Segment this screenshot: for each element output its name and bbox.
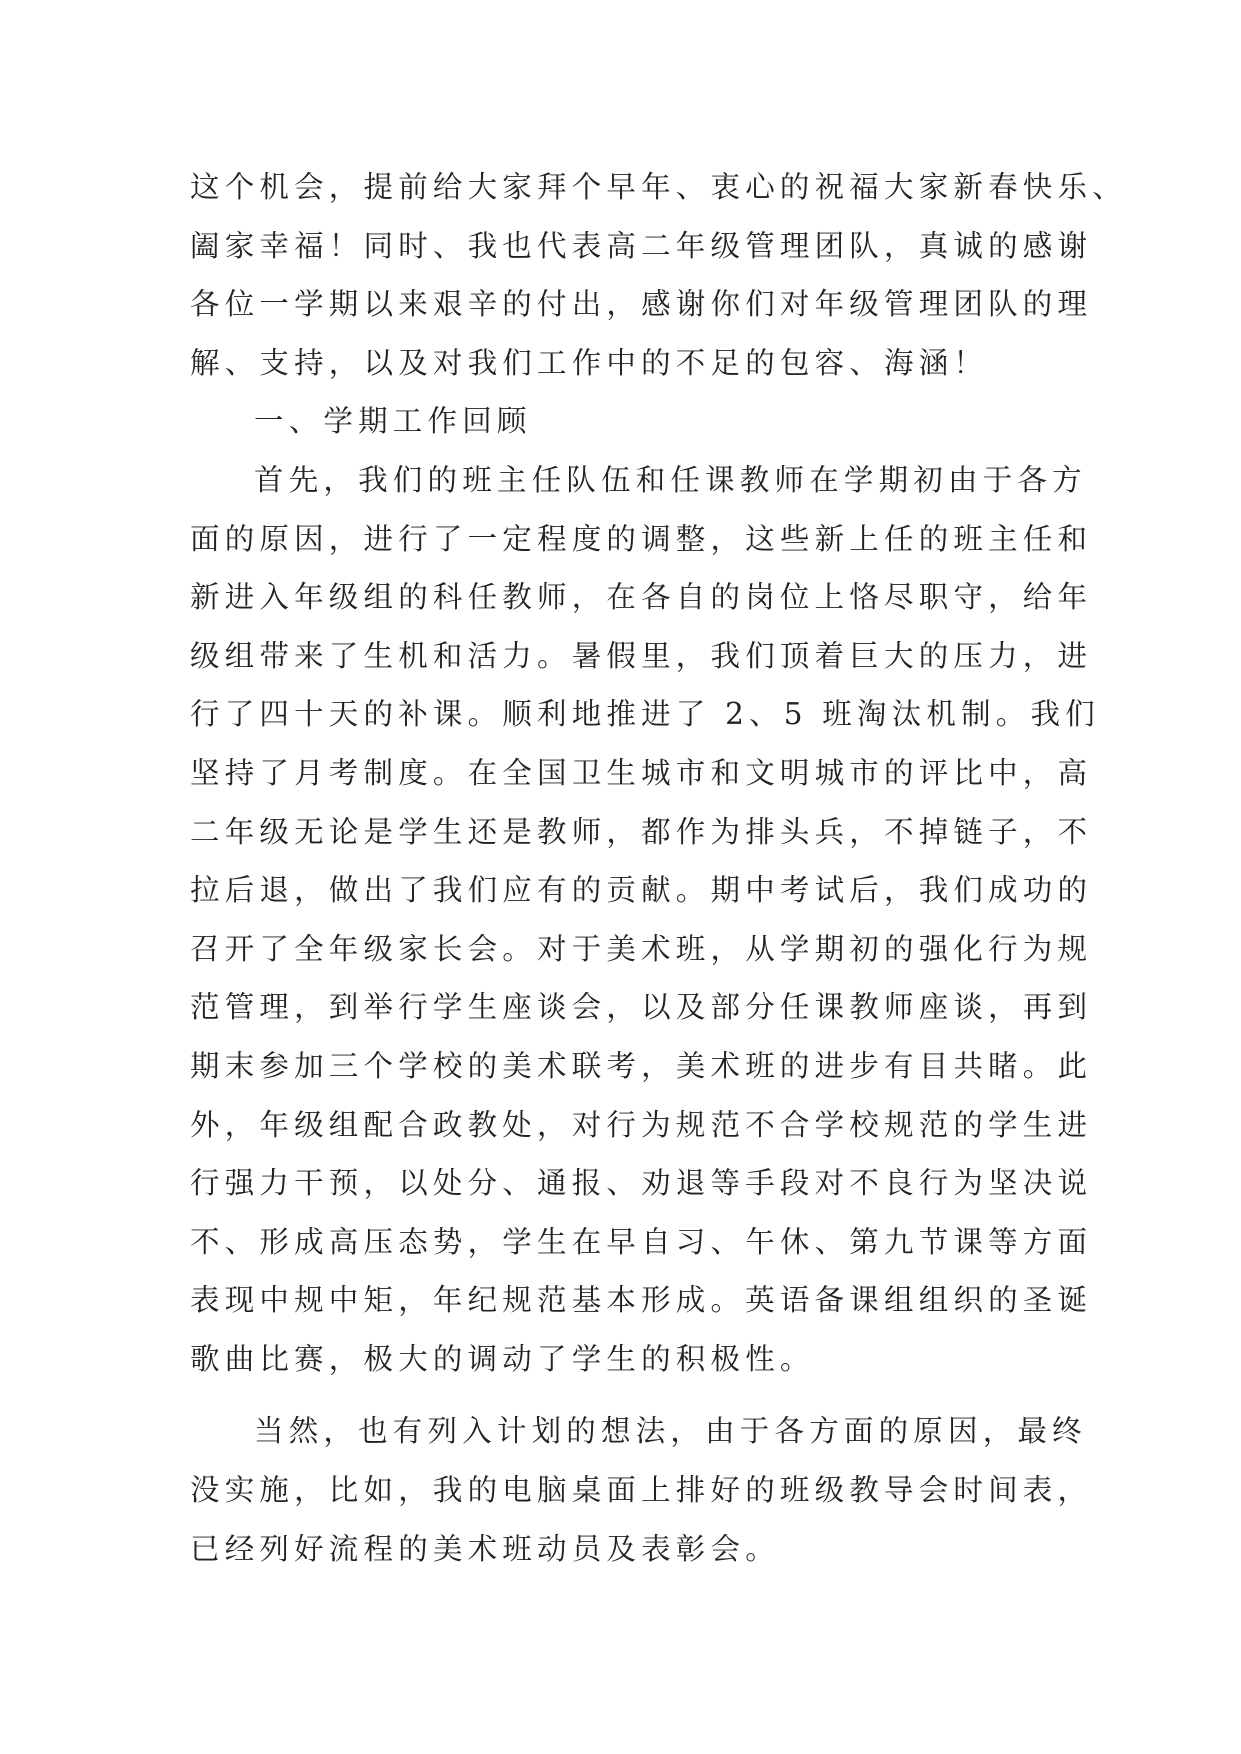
text-line: 范管理，到举行学生座谈会，以及部分任课教师座谈，再到 [190, 990, 1093, 1025]
text-line: 行了四十天的补课。顺利地推进了 2、5 班淘汰机制。我们 [190, 697, 1100, 732]
text-line: 没实施，比如，我的电脑桌面上排好的班级教导会时间表， [190, 1473, 1093, 1508]
text-line: 歌曲比赛，极大的调动了学生的积极性。 [190, 1341, 815, 1376]
text-line: 解、支持，以及对我们工作中的不足的包容、海涵！ [190, 345, 989, 380]
text-line: 坚持了月考制度。在全国卫生城市和文明城市的评比中，高 [190, 755, 1093, 790]
text-line: 已经列好流程的美术班动员及表彰会。 [190, 1531, 780, 1566]
text-line: 外，年级组配合政教处，对行为规范不合学校规范的学生进 [190, 1107, 1093, 1142]
text-line: 级组带来了生机和活力。暑假里，我们顶着巨大的压力，进 [190, 638, 1093, 673]
paragraph-greeting [190, 158, 1127, 392]
text-line: 各位一学期以来艰辛的付出，感谢你们对年级管理团队的理 [190, 287, 1093, 322]
heading-line: 一、学期工作回顾 [254, 404, 532, 439]
text-line: 新进入年级组的科任教师，在各自的岗位上恪尽职守，给年 [190, 580, 1093, 615]
text-line: 行强力干预，以处分、通报、劝退等手段对不良行为坚决说 [190, 1166, 1093, 1201]
document-body [190, 158, 1127, 1578]
text-line: 面的原因，进行了一定程度的调整，这些新上任的班主任和 [190, 521, 1093, 556]
text-line: 期末参加三个学校的美术联考，美术班的进步有目共睹。此 [190, 1048, 1093, 1083]
text-line: 首先，我们的班主任队伍和任课教师在学期初由于各方 [254, 462, 1087, 497]
text-line: 二年级无论是学生还是教师，都作为排头兵，不掉链子，不 [190, 814, 1093, 849]
text-line: 拉后退，做出了我们应有的贡献。期中考试后，我们成功的 [190, 873, 1093, 908]
text-line: 阖家幸福！同时、我也代表高二年级管理团队，真诚的感谢 [190, 228, 1093, 263]
text-line: 当然，也有列入计划的想法，由于各方面的原因，最终 [254, 1414, 1087, 1449]
text-line: 不、形成高压态势，学生在早自习、午休、第九节课等方面 [190, 1224, 1093, 1259]
section-heading [190, 392, 1050, 451]
text-line: 这个机会，提前给大家拜个早年、衷心的祝福大家新春快乐、 [190, 170, 1127, 204]
paragraph-unfinished-plans [190, 1402, 1093, 1578]
paragraph-review [190, 451, 1100, 1389]
text-line: 表现中规中矩，年纪规范基本形成。英语备课组组织的圣诞 [190, 1283, 1093, 1318]
text-line: 召开了全年级家长会。对于美术班，从学期初的强化行为规 [190, 931, 1093, 966]
